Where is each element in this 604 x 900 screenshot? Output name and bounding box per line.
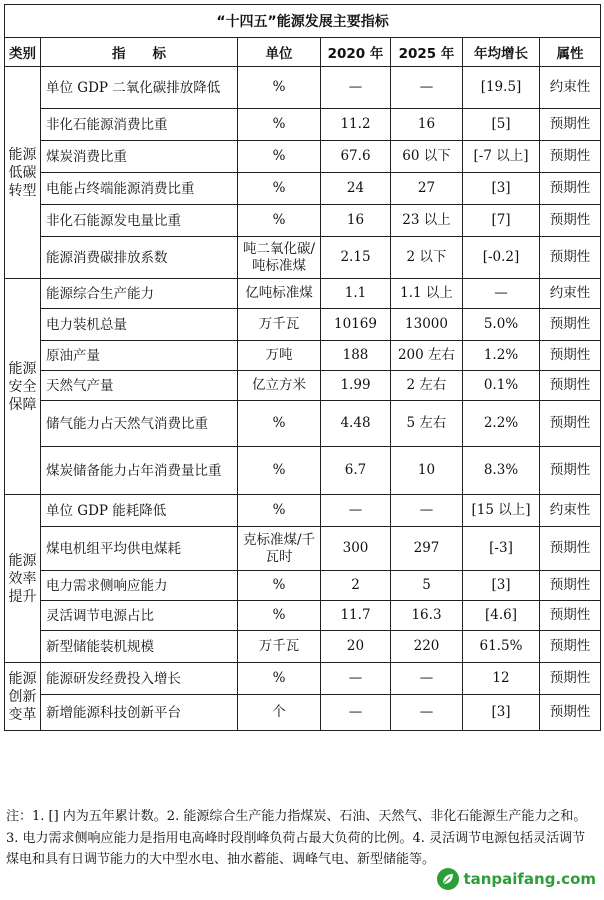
growth-cell: [19.5] xyxy=(463,67,540,109)
indicator-cell: 能源综合生产能力 xyxy=(41,279,238,309)
table-row xyxy=(5,571,601,601)
header-growth: 年均增长 xyxy=(463,38,540,67)
header-unit: 单位 xyxy=(238,38,321,67)
table-row xyxy=(5,695,601,731)
indicator-cell: 单位 GDP 能耗降低 xyxy=(41,495,238,527)
unit-cell: 个 xyxy=(238,695,321,731)
value-2020-cell: 1.1 xyxy=(321,279,391,309)
attribute-cell: 预期性 xyxy=(540,109,601,141)
indicator-cell: 电力装机总量 xyxy=(41,309,238,341)
attribute-cell: 预期性 xyxy=(540,341,601,371)
value-2025-cell: 2 以下 xyxy=(391,237,463,279)
growth-cell: [-3] xyxy=(463,527,540,571)
unit-cell: 万吨 xyxy=(238,341,321,371)
indicator-cell: 储气能力占天然气消费比重 xyxy=(41,401,238,447)
attribute-cell: 预期性 xyxy=(540,571,601,601)
table-row xyxy=(5,495,601,527)
growth-cell: [5] xyxy=(463,109,540,141)
unit-cell: % xyxy=(238,173,321,205)
growth-cell: [7] xyxy=(463,205,540,237)
energy-indicator-table xyxy=(4,4,601,731)
table-title: “十四五”能源发展主要指标 xyxy=(5,5,601,38)
attribute-cell: 预期性 xyxy=(540,527,601,571)
table-row xyxy=(5,205,601,237)
value-2025-cell: — xyxy=(391,695,463,731)
growth-cell: 5.0% xyxy=(463,309,540,341)
value-2020-cell: 6.7 xyxy=(321,447,391,495)
value-2025-cell: 60 以下 xyxy=(391,141,463,173)
table-notes: 注：1. [] 内为五年累计数。2. 能源综合生产能力指煤炭、石油、天然气、非化石能源生产能力之和。3. 电力需求侧响应能力是指用电高峰时段削峰负荷占最大负荷的比例。4. 灵活调节电源包括灵活调节煤电和具有日调节能力的大中型水电、抽水蓄能、调峰气电、新型储能等。 xyxy=(6,809,587,867)
indicator-cell: 能源消费碳排放系数 xyxy=(41,237,238,279)
attribute-cell: 预期性 xyxy=(540,601,601,631)
table-row xyxy=(5,527,601,571)
unit-cell: % xyxy=(238,109,321,141)
value-2020-cell: 11.7 xyxy=(321,601,391,631)
value-2025-cell: 23 以上 xyxy=(391,205,463,237)
indicator-cell: 电力需求侧响应能力 xyxy=(41,571,238,601)
table-row xyxy=(5,631,601,663)
value-2020-cell: 11.2 xyxy=(321,109,391,141)
indicator-cell: 非化石能源消费比重 xyxy=(41,109,238,141)
attribute-cell: 预期性 xyxy=(540,205,601,237)
value-2020-cell: 67.6 xyxy=(321,141,391,173)
unit-cell: 万千瓦 xyxy=(238,631,321,663)
indicator-cell: 煤炭储备能力占年消费量比重 xyxy=(41,447,238,495)
growth-cell: [3] xyxy=(463,695,540,731)
indicator-cell: 煤电机组平均供电煤耗 xyxy=(41,527,238,571)
unit-cell: % xyxy=(238,205,321,237)
table-row xyxy=(5,279,601,309)
value-2025-cell: 1.1 以上 xyxy=(391,279,463,309)
growth-cell: [15 以上] xyxy=(463,495,540,527)
attribute-cell: 约束性 xyxy=(540,279,601,309)
growth-cell: — xyxy=(463,279,540,309)
attribute-cell: 预期性 xyxy=(540,371,601,401)
table-row xyxy=(5,237,601,279)
value-2020-cell: 4.48 xyxy=(321,401,391,447)
growth-cell: [3] xyxy=(463,173,540,205)
indicator-cell: 电能占终端能源消费比重 xyxy=(41,173,238,205)
indicator-cell: 煤炭消费比重 xyxy=(41,141,238,173)
table-row xyxy=(5,371,601,401)
value-2020-cell: — xyxy=(321,695,391,731)
indicator-cell: 非化石能源发电量比重 xyxy=(41,205,238,237)
value-2020-cell: 300 xyxy=(321,527,391,571)
growth-cell: [4.6] xyxy=(463,601,540,631)
value-2020-cell: 20 xyxy=(321,631,391,663)
table-row xyxy=(5,447,601,495)
header-2025: 2025 年 xyxy=(391,38,463,67)
header-row xyxy=(5,38,601,67)
value-2025-cell: 16 xyxy=(391,109,463,141)
category-cell: 能源安全保障 xyxy=(5,279,41,495)
table-row xyxy=(5,601,601,631)
value-2020-cell: 2.15 xyxy=(321,237,391,279)
indicator-table-container xyxy=(4,4,600,731)
growth-cell: 12 xyxy=(463,663,540,695)
indicator-cell: 原油产量 xyxy=(41,341,238,371)
value-2020-cell: 10169 xyxy=(321,309,391,341)
indicator-cell: 新型储能装机规模 xyxy=(41,631,238,663)
growth-cell: 61.5% xyxy=(463,631,540,663)
table-row xyxy=(5,341,601,371)
value-2025-cell: 2 左右 xyxy=(391,371,463,401)
value-2025-cell: — xyxy=(391,663,463,695)
unit-cell: % xyxy=(238,571,321,601)
indicator-cell: 灵活调节电源占比 xyxy=(41,601,238,631)
value-2025-cell: 5 xyxy=(391,571,463,601)
watermark-logo xyxy=(437,866,596,892)
unit-cell: % xyxy=(238,495,321,527)
value-2025-cell: 10 xyxy=(391,447,463,495)
attribute-cell: 预期性 xyxy=(540,173,601,205)
leaf-icon xyxy=(437,868,459,890)
growth-cell: 2.2% xyxy=(463,401,540,447)
indicator-cell: 能源研发经费投入增长 xyxy=(41,663,238,695)
value-2020-cell: 24 xyxy=(321,173,391,205)
value-2020-cell: 1.99 xyxy=(321,371,391,401)
value-2020-cell: 2 xyxy=(321,571,391,601)
attribute-cell: 预期性 xyxy=(540,663,601,695)
unit-cell: % xyxy=(238,401,321,447)
growth-cell: 1.2% xyxy=(463,341,540,371)
header-category: 类别 xyxy=(5,38,41,67)
attribute-cell: 预期性 xyxy=(540,309,601,341)
unit-cell: % xyxy=(238,67,321,109)
category-cell: 能源创新变革 xyxy=(5,663,41,731)
attribute-cell: 预期性 xyxy=(540,401,601,447)
unit-cell: % xyxy=(238,601,321,631)
attribute-cell: 预期性 xyxy=(540,631,601,663)
header-2020: 2020 年 xyxy=(321,38,391,67)
indicator-cell: 新增能源科技创新平台 xyxy=(41,695,238,731)
attribute-cell: 约束性 xyxy=(540,495,601,527)
header-indicator: 指 标 xyxy=(41,38,238,67)
header-attribute: 属性 xyxy=(540,38,601,67)
value-2025-cell: — xyxy=(391,495,463,527)
value-2020-cell: — xyxy=(321,67,391,109)
value-2025-cell: 27 xyxy=(391,173,463,205)
table-row xyxy=(5,141,601,173)
unit-cell: % xyxy=(238,447,321,495)
table-row xyxy=(5,663,601,695)
unit-cell: 吨二氧化碳/吨标准煤 xyxy=(238,237,321,279)
growth-cell: [3] xyxy=(463,571,540,601)
value-2025-cell: 5 左右 xyxy=(391,401,463,447)
growth-cell: 0.1% xyxy=(463,371,540,401)
attribute-cell: 预期性 xyxy=(540,447,601,495)
unit-cell: % xyxy=(238,663,321,695)
value-2025-cell: 297 xyxy=(391,527,463,571)
value-2025-cell: 200 左右 xyxy=(391,341,463,371)
indicator-cell: 单位 GDP 二氧化碳排放降低 xyxy=(41,67,238,109)
value-2025-cell: 13000 xyxy=(391,309,463,341)
unit-cell: 亿吨标准煤 xyxy=(238,279,321,309)
attribute-cell: 预期性 xyxy=(540,141,601,173)
growth-cell: [-7 以上] xyxy=(463,141,540,173)
unit-cell: % xyxy=(238,141,321,173)
unit-cell: 亿立方米 xyxy=(238,371,321,401)
growth-cell: [-0.2] xyxy=(463,237,540,279)
attribute-cell: 预期性 xyxy=(540,695,601,731)
value-2020-cell: 16 xyxy=(321,205,391,237)
table-row xyxy=(5,401,601,447)
table-row xyxy=(5,67,601,109)
unit-cell: 克标准煤/千瓦时 xyxy=(238,527,321,571)
value-2025-cell: 16.3 xyxy=(391,601,463,631)
attribute-cell: 预期性 xyxy=(540,237,601,279)
unit-cell: 万千瓦 xyxy=(238,309,321,341)
value-2020-cell: 188 xyxy=(321,341,391,371)
value-2025-cell: — xyxy=(391,67,463,109)
value-2020-cell: — xyxy=(321,495,391,527)
table-row xyxy=(5,109,601,141)
category-cell: 能源效率提升 xyxy=(5,495,41,663)
watermark-text: tanpaifang.com xyxy=(463,870,596,888)
category-cell: 能源低碳转型 xyxy=(5,67,41,279)
attribute-cell: 约束性 xyxy=(540,67,601,109)
growth-cell: 8.3% xyxy=(463,447,540,495)
indicator-cell: 天然气产量 xyxy=(41,371,238,401)
table-row xyxy=(5,173,601,205)
table-row xyxy=(5,309,601,341)
value-2020-cell: — xyxy=(321,663,391,695)
value-2025-cell: 220 xyxy=(391,631,463,663)
